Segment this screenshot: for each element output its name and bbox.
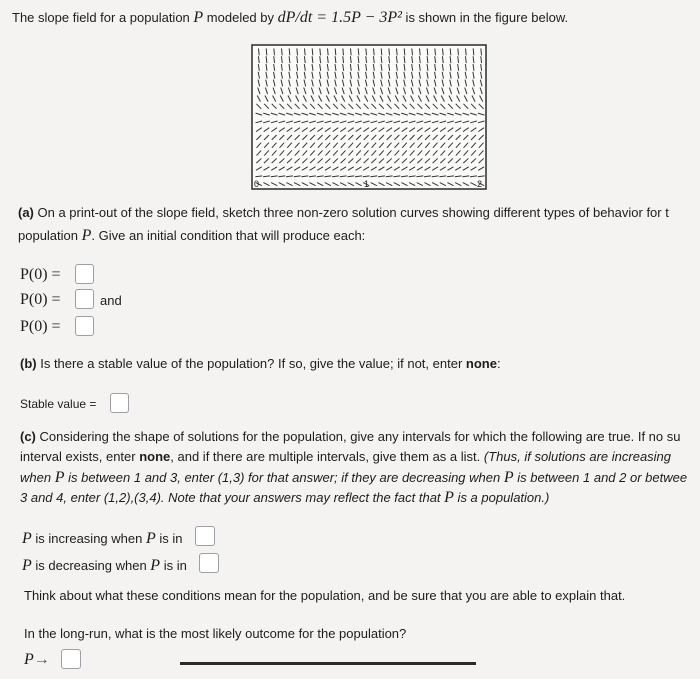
part-c-line2-a: interval exists, enter: [20, 449, 140, 464]
part-a-line2-end: . Give an initial condition that will produce each:: [91, 228, 366, 243]
tick-label-1: 1: [364, 179, 370, 189]
slope-segment: [266, 48, 267, 55]
part-c-label: (c): [20, 429, 36, 444]
increasing-interval-input[interactable]: [195, 526, 215, 546]
slope-segment: [282, 48, 283, 55]
slope-segment: [381, 48, 382, 55]
part-c-line3-a: when: [20, 470, 55, 485]
intro-equation: dP/dt = 1.5P − 3P²: [277, 9, 402, 26]
slope-segment: [305, 48, 306, 55]
part-c-line3-var2: P: [503, 469, 514, 486]
slope-segment: [473, 48, 474, 55]
part-c-line2-none: none: [139, 449, 171, 464]
part-c-line3: [20, 469, 687, 487]
slope-segment: [420, 48, 421, 55]
long-run-input[interactable]: [61, 649, 81, 669]
condition-label-1: P(0) =: [20, 266, 61, 283]
part-a-line2: [18, 227, 365, 245]
part-c-line4-var: P: [444, 489, 454, 506]
think-text: Think about what these conditions mean for the population, and be sure that you are able to explain that.: [24, 588, 626, 603]
long-run-arrow-label: [24, 651, 50, 669]
intro-middle: modeled by: [203, 10, 278, 25]
part-c-line3-c: is between 1 and 2 or betwee: [513, 470, 688, 485]
slope-segment: [374, 48, 375, 55]
part-c-line4-b: is a population.): [453, 490, 550, 505]
decreasing-end: is in: [160, 558, 187, 573]
long-run-var: P: [24, 651, 34, 668]
slope-segment: [412, 48, 413, 55]
part-a-line1-text: On a print-out of the slope field, sketch three non-zero solution curves showing different types of behavior for t: [33, 205, 669, 220]
intro-var: P: [193, 9, 204, 26]
part-b-question: [20, 356, 501, 371]
slope-segment: [427, 48, 428, 55]
slope-segment: [328, 48, 329, 55]
part-c-line1-text: Considering the shape of solutions for the population, give any intervals for which the following are true. If no su: [35, 429, 681, 444]
slope-segment: [351, 48, 352, 55]
slope-segment: [320, 48, 321, 55]
part-c-line2-c: (Thus, if solutions are increasing: [483, 449, 672, 464]
slope-segment: [404, 48, 405, 55]
and-label: and: [100, 293, 122, 308]
slope-segment: [343, 48, 344, 55]
initial-condition-input-3[interactable]: [75, 316, 94, 336]
slope-segment: [358, 48, 359, 55]
long-run-question: In the long-run, what is the most likely outcome for the population?: [24, 626, 407, 641]
part-b-none: none: [465, 356, 497, 371]
part-c-line4-a: 3 and 4, enter (1,2),(3,4). Note that your answers may reflect the fact that: [20, 490, 445, 505]
slope-field-figure: [251, 44, 487, 190]
increasing-text: is increasing when: [31, 531, 146, 546]
intro-before: The slope field for a population: [12, 10, 194, 25]
part-c-line2: [20, 449, 671, 464]
part-a-line2-start: population: [18, 228, 82, 243]
part-b-colon: :: [496, 356, 501, 371]
decreasing-interval-input[interactable]: [199, 553, 219, 573]
increasing-label: [22, 530, 182, 548]
part-b-label: (b): [20, 356, 37, 371]
part-a-line1: [18, 205, 669, 220]
slope-segment: [289, 48, 290, 55]
part-c-line1: [20, 429, 681, 444]
slope-segment: [481, 48, 482, 55]
part-c-line2-b: , and if there are multiple intervals, give them as a list.: [170, 449, 484, 464]
condition-label-2: P(0) =: [20, 291, 61, 308]
part-c-line3-b: is between 1 and 3, enter (1,3) for that answer; if they are decreasing when: [64, 470, 504, 485]
decreasing-label: [22, 557, 187, 575]
decreasing-var2: P: [150, 557, 161, 574]
tick-label-2: 2: [477, 179, 483, 189]
initial-condition-input-2[interactable]: [75, 289, 94, 309]
arrow-icon: →: [33, 651, 50, 668]
increasing-end: is in: [155, 531, 183, 546]
slope-segment: [297, 48, 298, 55]
slope-segment: [366, 48, 367, 55]
slope-segment: [435, 48, 436, 55]
intro-text: [12, 9, 568, 27]
divider-line: [180, 662, 476, 665]
part-c-line4: [20, 489, 549, 507]
increasing-var2: P: [145, 530, 156, 547]
slope-segment: [312, 48, 313, 55]
part-a-line2-var: P: [81, 227, 92, 244]
slope-segment: [259, 48, 260, 55]
slope-segment: [450, 48, 451, 55]
slope-segment: [397, 48, 398, 55]
increasing-var: P: [22, 530, 32, 547]
stable-value-input[interactable]: [110, 393, 129, 413]
part-c-line3-var: P: [54, 469, 65, 486]
tick-label-0: 0: [254, 179, 260, 189]
slope-segment: [389, 48, 390, 55]
slope-segment: [466, 48, 467, 55]
slope-segment: [443, 48, 444, 55]
slope-segment: [274, 48, 275, 55]
slope-segment: [335, 48, 336, 55]
initial-condition-input-1[interactable]: [75, 264, 94, 284]
intro-after: is shown in the figure below.: [401, 10, 569, 25]
part-b-text: Is there a stable value of the population? If so, give the value; if not, enter: [36, 356, 466, 371]
slope-segment: [458, 48, 459, 55]
part-a-label: (a): [18, 205, 34, 220]
decreasing-var: P: [22, 557, 32, 574]
stable-value-label: Stable value =: [20, 397, 97, 411]
condition-label-3: P(0) =: [20, 318, 61, 335]
decreasing-text: is decreasing when: [31, 558, 151, 573]
